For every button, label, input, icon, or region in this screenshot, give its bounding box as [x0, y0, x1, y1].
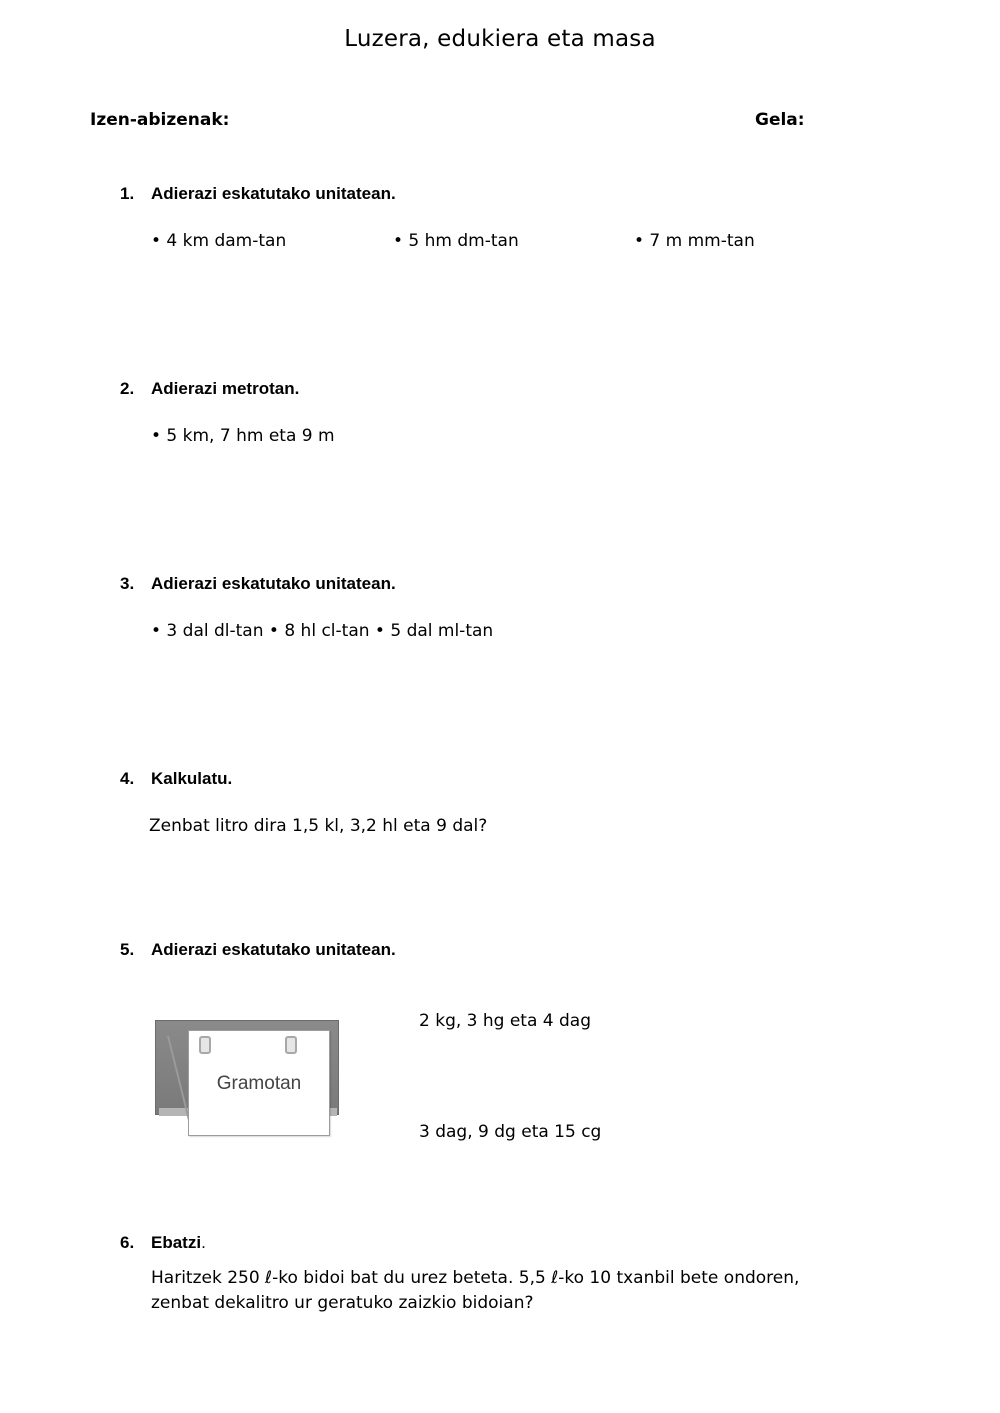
- question-title: Kalkulatu.: [151, 769, 233, 788]
- question-number: 4.: [120, 769, 135, 788]
- question-number: 1.: [120, 184, 135, 203]
- question-number: 3.: [120, 574, 135, 593]
- question-title: Ebatzi: [151, 1233, 202, 1252]
- exercise-item: 3 dag, 9 dg eta 15 cg: [419, 1122, 602, 1142]
- name-label: Izen-abizenak:: [90, 110, 230, 130]
- problem-line: zenbat dekalitro ur geratuko zaizkio bidoian?: [151, 1293, 534, 1313]
- exercise-item: 2 kg, 3 hg eta 4 dag: [419, 1011, 592, 1031]
- question-title: Adierazi eskatutako unitatean.: [151, 940, 396, 959]
- problem-line: Haritzek 250 ℓ-ko bidoi bat du urez beteta. 5,5 ℓ-ko 10 txanbil bete ondoren,: [151, 1268, 800, 1288]
- sign-label: Gramotan: [216, 1073, 302, 1094]
- question-title-suffix: .: [201, 1233, 206, 1252]
- question-title: Adierazi metrotan.: [151, 379, 300, 398]
- question-number: 2.: [120, 379, 135, 398]
- question-number: 5.: [120, 940, 135, 959]
- ring-icon: [199, 1036, 211, 1054]
- question-title: Adierazi eskatutako unitatean.: [151, 184, 396, 203]
- question-title-wrap: [151, 1233, 206, 1253]
- question-number: 6.: [120, 1233, 135, 1252]
- class-label: Gela:: [755, 110, 805, 130]
- exercise-item: • 7 m mm-tan: [634, 231, 755, 251]
- sign-card: [188, 1030, 330, 1136]
- exercise-item: • 4 km dam-tan: [151, 231, 287, 251]
- exercise-item: • 3 dal dl-tan • 8 hl cl-tan • 5 dal ml-tan: [151, 621, 494, 641]
- exercise-item: • 5 km, 7 hm eta 9 m: [151, 426, 335, 446]
- gramotan-sign-illustration: [155, 1018, 340, 1138]
- page-title: Luzera, edukiera eta masa: [344, 26, 656, 52]
- exercise-item: Zenbat litro dira 1,5 kl, 3,2 hl eta 9 dal?: [149, 816, 488, 836]
- question-title: Adierazi eskatutako unitatean.: [151, 574, 396, 593]
- ring-icon: [285, 1036, 297, 1054]
- exercise-item: • 5 hm dm-tan: [393, 231, 519, 251]
